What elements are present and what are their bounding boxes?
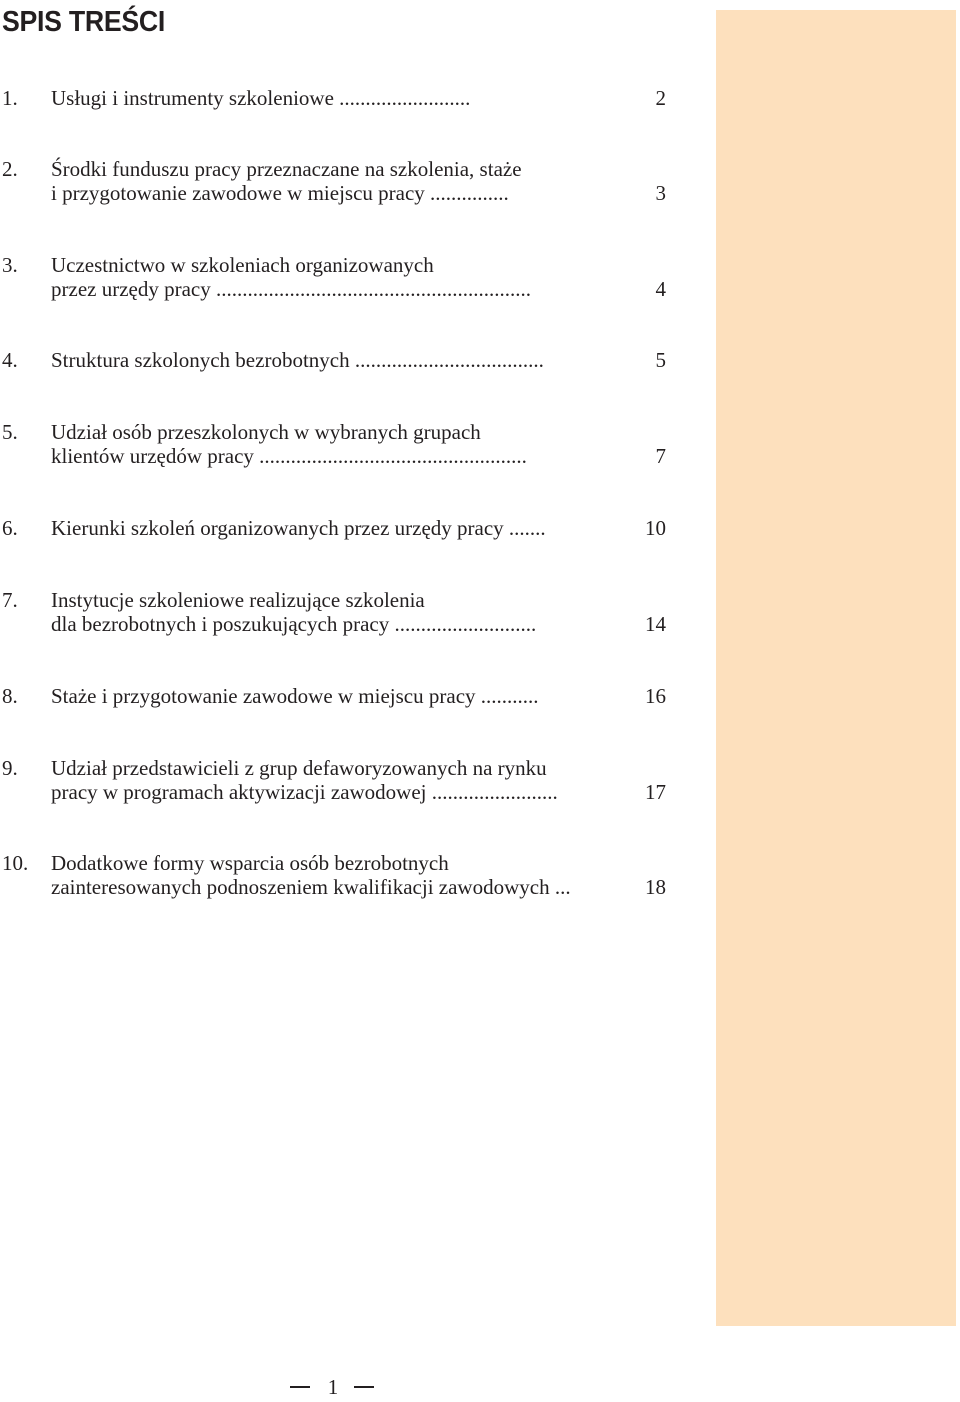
toc-entry-number: 7. [2, 588, 18, 612]
toc-entry-title: Udział przedstawicieli z grup defaworyzowanych na rynku [51, 756, 547, 780]
toc-entry-number: 4. [2, 348, 18, 372]
toc-entry-page: 4 [655, 277, 666, 301]
page-title: SPIS TREŚCI [2, 6, 166, 38]
decorative-side-band [716, 10, 956, 1326]
toc-entry-title-continued: przez urzędy pracy ............................................................ [51, 277, 531, 301]
toc-entry-title: Środki funduszu pracy przeznaczane na szkolenia, staże [51, 157, 522, 181]
toc-entry-title: Udział osób przeszkolonych w wybranych grupach [51, 420, 481, 444]
toc-entry-title-continued: klientów urzędów pracy ................................................... [51, 444, 527, 468]
toc-entry-page: 10 [645, 516, 666, 540]
toc-entry-title-continued: i przygotowanie zawodowe w miejscu pracy ............... [51, 181, 509, 205]
toc-entry-title: Instytucje szkoleniowe realizujące szkolenia [51, 588, 425, 612]
toc-entry-number: 3. [2, 253, 18, 277]
toc-entry-title: Usługi i instrumenty szkoleniowe ......................... [51, 86, 471, 110]
toc-entry-title-continued: zainteresowanych podnoszeniem kwalifikacji zawodowych ... [51, 875, 571, 899]
toc-entry-title: Struktura szkolonych bezrobotnych .................................... [51, 348, 544, 372]
page-footer [290, 1374, 380, 1402]
toc-entry-number: 10. [2, 851, 29, 875]
toc-entry-page: 14 [645, 612, 666, 636]
toc-entry-number: 9. [2, 756, 18, 780]
toc-entry-page: 5 [655, 348, 666, 372]
toc-entry-title-continued: dla bezrobotnych i poszukujących pracy ........................... [51, 612, 537, 636]
toc-entry-number: 8. [2, 684, 18, 708]
toc-entry-page: 2 [655, 86, 666, 110]
toc-entry-title: Staże i przygotowanie zawodowe w miejscu pracy ........... [51, 684, 539, 708]
toc-entry-title: Kierunki szkoleń organizowanych przez urzędy pracy ....... [51, 516, 546, 540]
footer-dash-left [290, 1386, 310, 1388]
toc-entry-number: 2. [2, 157, 18, 181]
toc-entry-number: 5. [2, 420, 18, 444]
toc-entry-number: 1. [2, 86, 18, 110]
toc-entry-page: 18 [645, 875, 666, 899]
toc-entry-title-continued: pracy w programach aktywizacji zawodowej ........................ [51, 780, 558, 804]
toc-entry-number: 6. [2, 516, 18, 540]
toc-entry-page: 7 [655, 444, 666, 468]
toc-entry-title: Uczestnictwo w szkoleniach organizowanych [51, 253, 434, 277]
toc-entry-page: 3 [655, 181, 666, 205]
toc-entry-title: Dodatkowe formy wsparcia osób bezrobotnych [51, 851, 449, 875]
page-number: 1 [327, 1375, 339, 1399]
footer-dash-right [354, 1386, 374, 1388]
toc-entry-page: 17 [645, 780, 666, 804]
toc-entry-page: 16 [645, 684, 666, 708]
